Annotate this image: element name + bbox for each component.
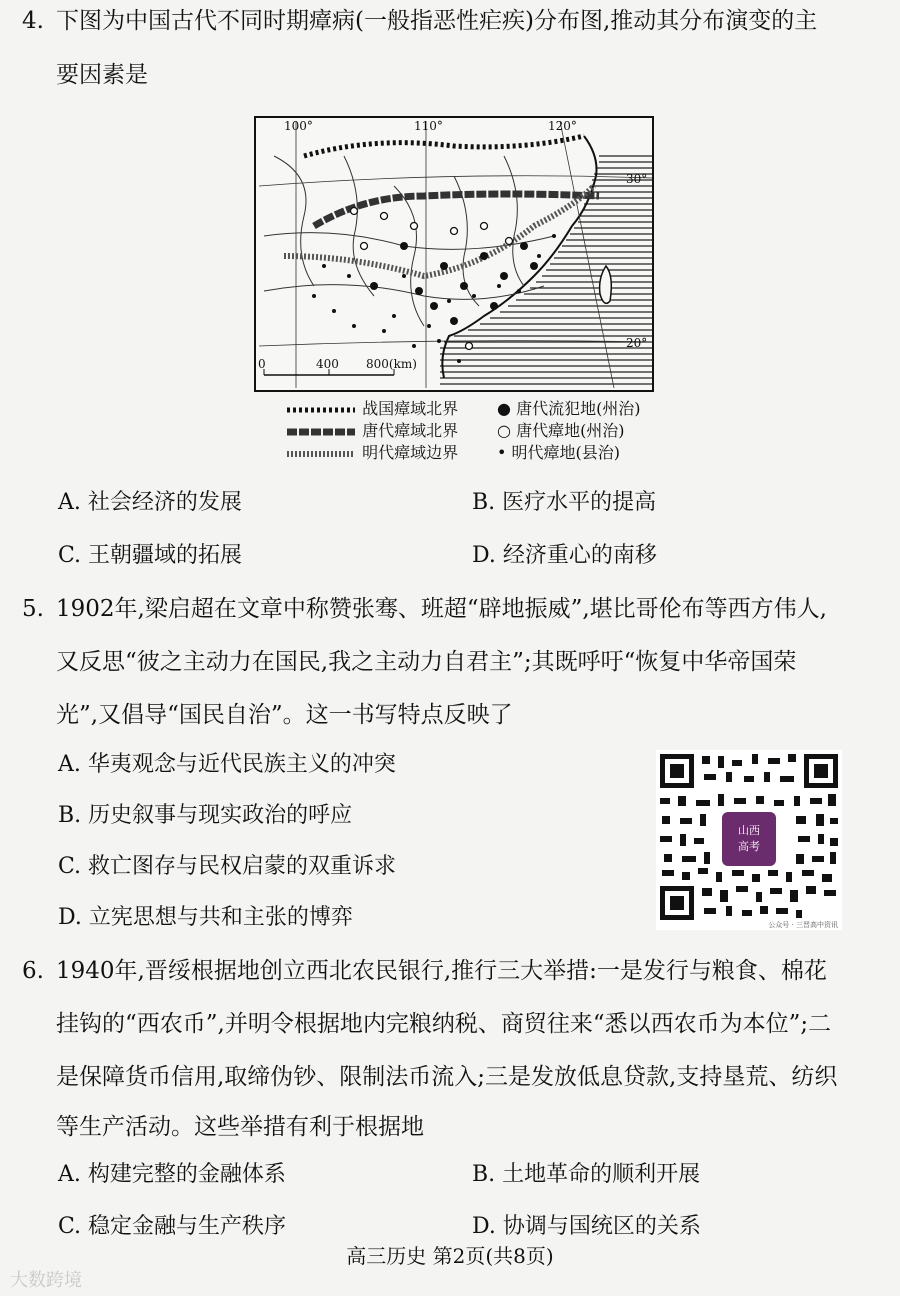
option-a[interactable]: A. 社会经济的发展 — [58, 490, 242, 515]
question-stem-line: 挂钩的“西农币”,并明令根据地内完粮纳税、商贸往来“悉以西农币为本位”;二 — [56, 1011, 832, 1037]
latitude-label: 30° — [626, 172, 648, 186]
warring-states-line-icon — [285, 403, 357, 417]
legend-label: 唐代瘴地(州治) — [516, 421, 625, 440]
option-b[interactable]: B. 历史叙事与现实政治的呼应 — [58, 803, 353, 828]
longitude-label: 120° — [548, 119, 577, 133]
map-legend — [285, 398, 705, 464]
scale-label: 0 — [258, 357, 266, 371]
watermark: 大数跨境 — [10, 1270, 82, 1291]
question-stem-line: 是保障货币信用,取缔伪钞、限制法币流入;三是发放低息贷款,支持垦荒、纺织 — [56, 1064, 838, 1090]
scale-label: 800(km) — [366, 357, 417, 371]
scale-label: 400 — [316, 357, 339, 371]
small-dot-icon: • — [497, 443, 507, 462]
option-c[interactable]: C. 稳定金融与生产秩序 — [58, 1214, 287, 1239]
qr-center-text: 山西 — [738, 824, 760, 837]
legend-label: 战国瘴域北界 — [362, 399, 459, 418]
option-c[interactable]: C. 救亡图存与民权启蒙的双重诉求 — [58, 854, 397, 879]
question-number: 6. — [22, 958, 44, 984]
qr-center-text: 高考 — [738, 840, 760, 853]
question-stem-line: 要因素是 — [56, 62, 148, 88]
legend-item — [497, 398, 641, 420]
option-a[interactable]: A. 构建完整的金融体系 — [58, 1162, 286, 1187]
legend-label: 明代瘴域边界 — [362, 443, 459, 462]
question-stem-line: 光”,又倡导“国民自治”。这一书写特点反映了 — [56, 702, 513, 728]
longitude-label: 100° — [284, 119, 313, 133]
question-stem-line: 下图为中国古代不同时期瘴病(一般指恶性疟疾)分布图,推动其分布演变的主 — [56, 8, 818, 34]
option-a[interactable]: A. 华夷观念与近代民族主义的冲突 — [58, 752, 396, 777]
latitude-label: 20° — [626, 336, 648, 350]
question-stem-line: 1902年,梁启超在文章中称赞张骞、班超“辟地振威”,堪比哥伦布等西方伟人, — [56, 596, 827, 622]
option-d[interactable]: D. 经济重心的南移 — [472, 543, 657, 568]
qr-code[interactable] — [656, 750, 842, 930]
option-d[interactable]: D. 立宪思想与共和主张的博弈 — [58, 905, 353, 930]
question-stem-line: 又反思“彼之主动力在国民,我之主动力自君主”;其既呼吁“恢复中华帝国荣 — [56, 649, 797, 675]
legend-item — [497, 442, 620, 464]
malaria-distribution-map — [254, 116, 654, 392]
option-b[interactable]: B. 土地革命的顺利开展 — [472, 1162, 701, 1187]
option-d[interactable]: D. 协调与国统区的关系 — [472, 1214, 701, 1239]
legend-item — [285, 420, 458, 442]
legend-label: 唐代流犯地(州治) — [516, 399, 641, 418]
tang-line-icon — [285, 425, 357, 439]
qr-caption: 公众号 · 三晋高中资讯 — [768, 921, 838, 929]
longitude-label: 110° — [414, 119, 443, 133]
filled-dot-icon: ● — [497, 399, 511, 418]
question-number: 4. — [22, 8, 44, 34]
legend-item — [285, 442, 458, 464]
page-footer: 高三历史 第2页(共8页) — [346, 1244, 554, 1268]
question-number: 5. — [22, 596, 44, 622]
option-c[interactable]: C. 王朝疆域的拓展 — [58, 543, 243, 568]
question-stem-line: 1940年,晋绥根据地创立西北农民银行,推行三大举措:一是发行与粮食、棉花 — [56, 958, 827, 984]
ming-line-icon — [285, 447, 357, 461]
legend-label: 唐代瘴域北界 — [362, 421, 459, 440]
option-b[interactable]: B. 医疗水平的提高 — [472, 490, 657, 515]
question-stem-line: 等生产活动。这些举措有利于根据地 — [56, 1114, 424, 1140]
legend-item — [497, 420, 625, 442]
legend-item — [285, 398, 458, 420]
legend-label: 明代瘴地(县治) — [511, 443, 621, 462]
open-dot-icon: ○ — [497, 421, 511, 440]
